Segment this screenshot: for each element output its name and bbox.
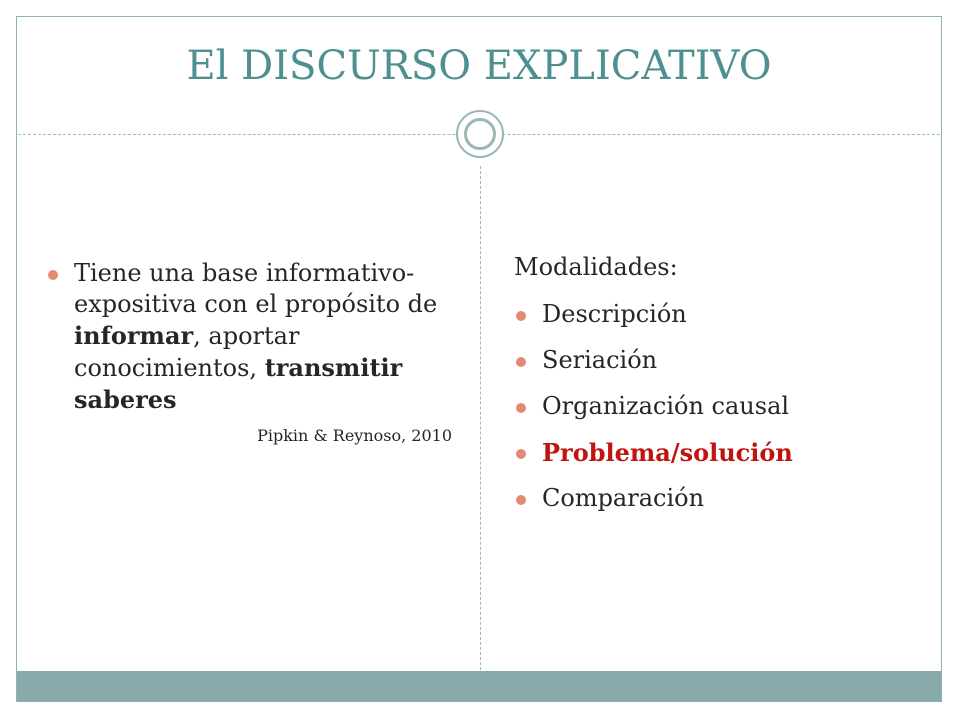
bullet-dot-icon bbox=[516, 311, 526, 321]
modality-item bbox=[514, 483, 934, 514]
bullet-dot-icon bbox=[516, 495, 526, 505]
modality-item-highlighted bbox=[514, 437, 934, 468]
footer-band bbox=[17, 671, 941, 701]
circle-ornament-icon bbox=[456, 110, 504, 158]
column-divider bbox=[480, 166, 481, 670]
bold-term-informar: informar bbox=[74, 321, 194, 350]
right-column bbox=[514, 252, 934, 529]
bullet-dot-icon bbox=[516, 449, 526, 459]
modality-label: Problema/solución bbox=[542, 438, 793, 467]
modalities-list bbox=[514, 299, 934, 514]
modality-label: Seriación bbox=[542, 346, 658, 374]
modality-item bbox=[514, 299, 934, 330]
definition-text-part-1: Tiene una base informativo-expositiva con el propósito de bbox=[74, 259, 438, 318]
bold-term-transmitir-saberes: transmitir saberes bbox=[74, 353, 403, 414]
modality-label: Comparación bbox=[542, 484, 705, 512]
modality-label: Organización causal bbox=[542, 392, 790, 420]
citation: Pipkin & Reynoso, 2010 bbox=[257, 426, 452, 445]
bullet-dot-icon bbox=[516, 357, 526, 367]
left-column bbox=[46, 258, 452, 446]
modality-item bbox=[514, 345, 934, 376]
definition-text-part-2: , aportar conocimientos, bbox=[74, 322, 300, 382]
left-bullet-list bbox=[46, 258, 452, 416]
bullet-dot-icon bbox=[516, 403, 526, 413]
modalities-heading: Modalidades: bbox=[514, 253, 678, 281]
left-bullet-item bbox=[46, 258, 452, 416]
modality-label: Descripción bbox=[542, 300, 687, 328]
definition-text bbox=[74, 259, 437, 414]
bullet-dot-icon bbox=[48, 270, 58, 280]
modality-item bbox=[514, 391, 934, 422]
slide-title: El DISCURSO EXPLICATIVO bbox=[186, 43, 772, 89]
